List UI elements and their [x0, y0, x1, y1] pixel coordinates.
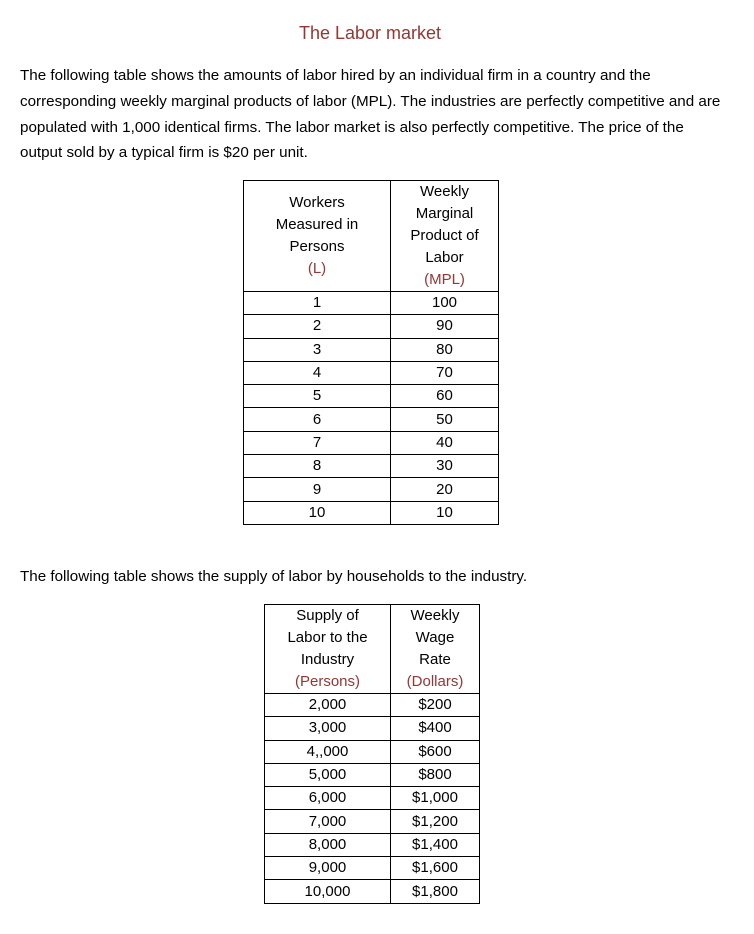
supply-header-line: Industry	[300, 651, 355, 668]
supply-paragraph: The following table shows the supply of labor by households to the industry.	[20, 568, 528, 585]
wage-cell: $1,800	[391, 880, 480, 903]
supply-header-unit: (Persons)	[294, 673, 361, 690]
table-row	[265, 787, 480, 810]
mpl-cell: 60	[391, 385, 499, 408]
mpl-cell: 20	[391, 478, 499, 501]
supply-header-line: Supply of	[296, 607, 359, 624]
intro-paragraph: The following table shows the amounts of labor hired by an individual firm in a country and the corresponding weekly marginal products of labor (MPL). The industries are perfectly competitive and are populated with 1,000 identical firms. The labor market is also perfectly competitive. The price of the output sold by a typical firm is $20 per unit.	[20, 67, 721, 162]
table-row	[244, 501, 499, 524]
table-row	[265, 694, 480, 717]
wage-column-header	[391, 605, 480, 694]
table-row	[244, 385, 499, 408]
workers-header-line: Persons	[289, 238, 345, 255]
mpl-header-line: Marginal	[415, 205, 474, 222]
page-title: The Labor market	[298, 23, 442, 43]
workers-cell: 4	[244, 361, 391, 384]
mpl-header-line: Weekly	[420, 183, 469, 200]
wage-cell: $1,000	[391, 787, 480, 810]
mpl-header-line: Labor	[425, 249, 464, 266]
table-row	[265, 833, 480, 856]
workers-header-line: Measured in	[275, 216, 359, 233]
wage-cell: $1,600	[391, 857, 480, 880]
wage-header-line: Wage	[415, 629, 455, 646]
table-row	[265, 810, 480, 833]
table-row	[265, 717, 480, 740]
mpl-cell: 70	[391, 361, 499, 384]
workers-cell: 1	[244, 292, 391, 315]
supply-header-line: Labor to the	[287, 629, 368, 646]
supply-cell: 10,000	[265, 880, 391, 903]
table-row	[265, 880, 480, 903]
table-row	[244, 455, 499, 478]
supply-cell: 9,000	[265, 857, 391, 880]
mpl-cell: 40	[391, 431, 499, 454]
workers-cell: 7	[244, 431, 391, 454]
table-row	[244, 292, 499, 315]
mpl-table-header-row	[244, 181, 499, 292]
supply-cell: 5,000	[265, 763, 391, 786]
mpl-table	[243, 180, 499, 525]
mpl-cell: 100	[391, 292, 499, 315]
wage-cell: $1,200	[391, 810, 480, 833]
wage-header-unit: (Dollars)	[406, 673, 464, 690]
mpl-header-unit: (MPL)	[424, 271, 465, 288]
mpl-column-header	[391, 181, 499, 292]
workers-cell: 3	[244, 338, 391, 361]
workers-cell: 2	[244, 315, 391, 338]
supply-cell: 7,000	[265, 810, 391, 833]
mpl-header-line: Product of	[410, 227, 479, 244]
table-row	[244, 338, 499, 361]
mpl-cell: 80	[391, 338, 499, 361]
supply-cell: 2,000	[265, 694, 391, 717]
supply-cell: 3,000	[265, 717, 391, 740]
table-row	[244, 431, 499, 454]
workers-column-header	[244, 181, 391, 292]
mpl-cell: 50	[391, 408, 499, 431]
workers-cell: 8	[244, 455, 391, 478]
table-row	[265, 740, 480, 763]
mpl-cell: 10	[391, 501, 499, 524]
mpl-cell: 90	[391, 315, 499, 338]
wage-cell: $400	[391, 717, 480, 740]
mpl-cell: 30	[391, 455, 499, 478]
workers-cell: 6	[244, 408, 391, 431]
supply-table-header-row	[265, 605, 480, 694]
supply-cell: 6,000	[265, 787, 391, 810]
table-row	[244, 361, 499, 384]
workers-cell: 9	[244, 478, 391, 501]
wage-cell: $200	[391, 694, 480, 717]
labor-supply-table	[264, 604, 480, 904]
workers-cell: 10	[244, 501, 391, 524]
supply-cell: 8,000	[265, 833, 391, 856]
table-row	[244, 315, 499, 338]
wage-cell: $800	[391, 763, 480, 786]
workers-header-unit: (L)	[307, 260, 327, 277]
supply-cell: 4,,000	[265, 740, 391, 763]
table-row	[265, 857, 480, 880]
wage-cell: $600	[391, 740, 480, 763]
supply-column-header	[265, 605, 391, 694]
wage-cell: $1,400	[391, 833, 480, 856]
wage-header-line: Weekly	[410, 607, 460, 624]
workers-cell: 5	[244, 385, 391, 408]
workers-header-line: Workers	[289, 194, 345, 211]
table-row	[244, 408, 499, 431]
wage-header-line: Rate	[419, 651, 451, 668]
table-row	[244, 478, 499, 501]
table-row	[265, 763, 480, 786]
